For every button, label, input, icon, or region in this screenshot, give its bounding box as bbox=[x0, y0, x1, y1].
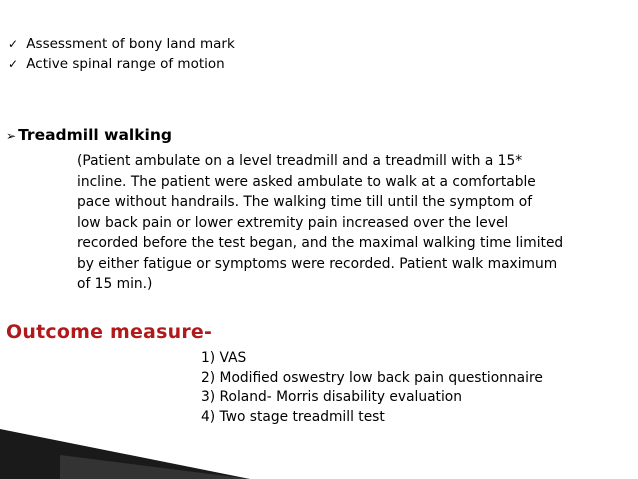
outcome-item: 1) VAS bbox=[201, 350, 247, 366]
description-line: recorded before the test began, and the maximal walking time limited bbox=[77, 235, 564, 251]
checkmark-icon: ✓ bbox=[8, 57, 19, 71]
slide-corner-decoration bbox=[0, 419, 638, 479]
outcome-item: 4) Two stage treadmill test bbox=[201, 408, 385, 425]
treadmill-heading bbox=[6, 126, 172, 144]
checklist-item-text: Assessment of bony land mark bbox=[26, 36, 235, 52]
description-line: (Patient ambulate on a level treadmill and a treadmill with a 15* bbox=[77, 153, 523, 169]
outcome-item: 3) Roland- Morris disability evaluation bbox=[201, 389, 462, 405]
treadmill-description bbox=[77, 151, 625, 295]
arrow-bullet-icon: ➢ bbox=[6, 129, 17, 143]
checklist-item bbox=[8, 54, 235, 74]
outcome-measure-title: Outcome measure- bbox=[6, 321, 213, 343]
outcome-item: 2) Modified oswestry low back pain questionnaire bbox=[201, 369, 543, 386]
treadmill-heading-text: Treadmill walking bbox=[18, 126, 172, 144]
outcome-measure-list bbox=[201, 349, 543, 427]
checkmark-icon: ✓ bbox=[8, 37, 19, 51]
description-line: by either fatigue or symptoms were recorded. Patient walk maximum bbox=[77, 255, 558, 272]
checklist-item-text: Active spinal range of motion bbox=[26, 56, 225, 72]
description-line: of 15 min.) bbox=[77, 276, 153, 292]
assessment-checklist bbox=[8, 34, 235, 74]
description-line: incline. The patient were asked ambulate to walk at a comfortable bbox=[77, 173, 536, 190]
description-line: low back pain or lower extremity pain increased over the level bbox=[77, 214, 509, 231]
checklist-item bbox=[8, 34, 235, 54]
description-line: pace without handrails. The walking time till until the symptom of bbox=[77, 194, 533, 210]
